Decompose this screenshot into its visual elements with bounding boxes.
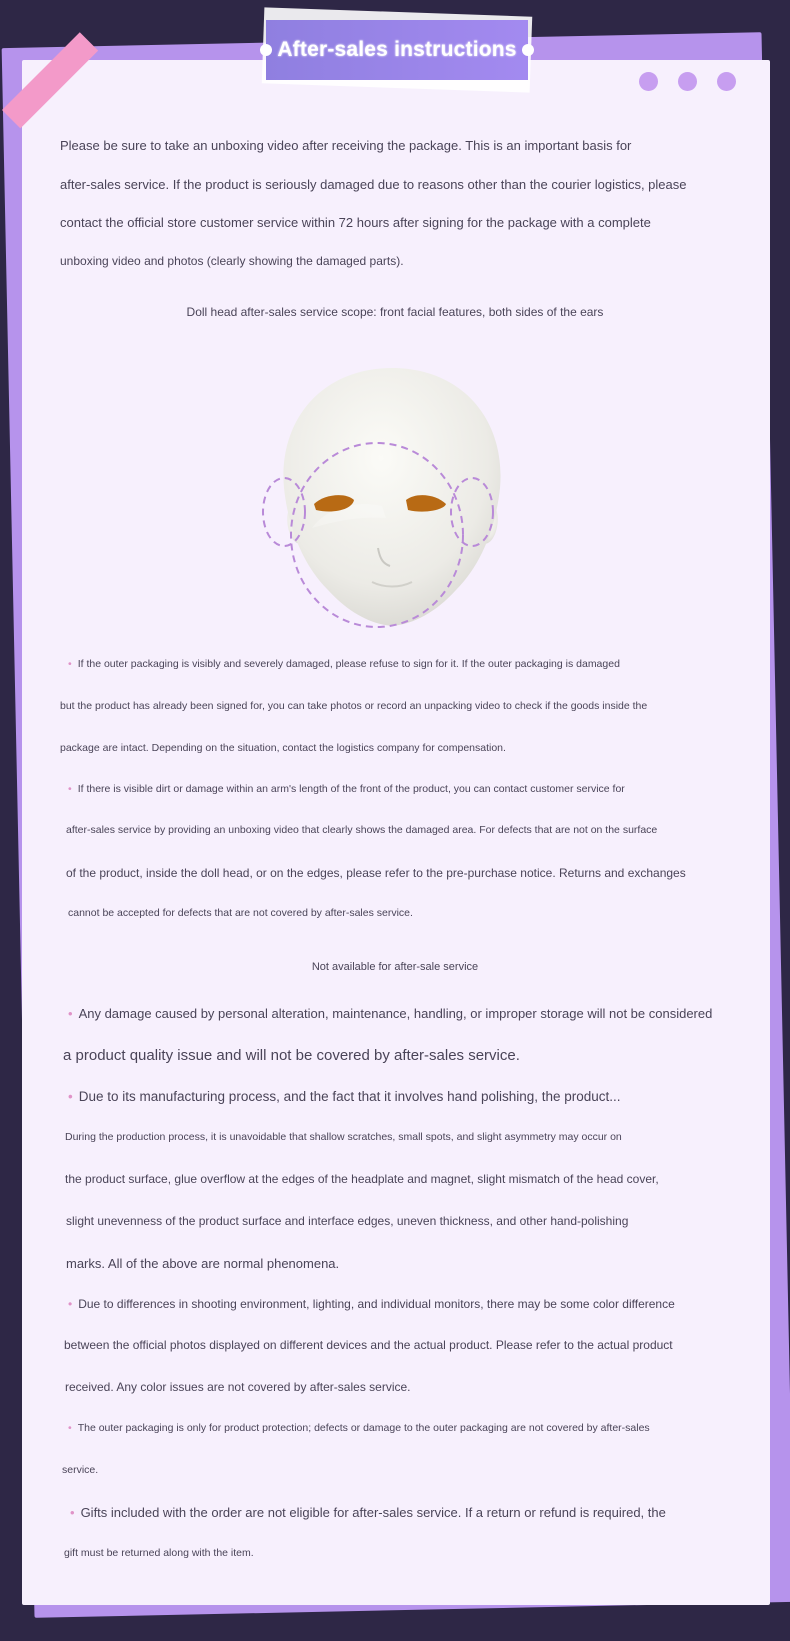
intro-line: after-sales service. If the product is seriously damaged due to reasons other than the courier logistics, please bbox=[60, 177, 687, 192]
not-covered-line: received. Any color issues are not covered by after-sales service. bbox=[65, 1380, 411, 1394]
not-covered-line: marks. All of the above are normal phenomena. bbox=[66, 1256, 340, 1271]
covered-line: but the product has already been signed for, you can take photos or record an unpacking video to check if the goods inside the bbox=[60, 700, 648, 712]
covered-line: cannot be accepted for defects that are not covered by after-sales service. bbox=[68, 907, 413, 919]
not-covered-line: During the production process, it is unavoidable that shallow scratches, small spots, and slight asymmetry may occur on bbox=[65, 1131, 622, 1143]
covered-line: • If there is visible dirt or damage within an arm's length of the front of the product, you can contact customer service for bbox=[68, 783, 738, 795]
not-covered-line: • Due to differences in shooting environment, lighting, and individual monitors, there may be some color difference bbox=[68, 1297, 738, 1311]
not-covered-line: the product surface, glue overflow at the edges of the headplate and magnet, slight mismatch of the head cover, bbox=[65, 1172, 659, 1186]
not-covered-line: • Any damage caused by personal alteration, maintenance, handling, or improper storage will not be considered bbox=[68, 1006, 738, 1021]
decorative-dots bbox=[639, 72, 736, 91]
banner-notch-right bbox=[522, 44, 534, 56]
covered-line: of the product, inside the doll head, or on the edges, please refer to the pre-purchase notice. Returns and exchanges bbox=[66, 866, 686, 880]
covered-line: package are intact. Depending on the situation, contact the logistics company for compensation. bbox=[60, 742, 506, 754]
not-covered-line: gift must be returned along with the item. bbox=[64, 1547, 254, 1559]
intro-line: contact the official store customer service within 72 hours after signing for the package with a complete bbox=[60, 215, 651, 230]
not-covered-line: • Gifts included with the order are not eligible for after-sales service. If a return or refund is required, the bbox=[70, 1505, 740, 1520]
page-title: After-sales instructions bbox=[277, 38, 517, 61]
not-covered-line: between the official photos displayed on different devices and the actual product. Please refer to the actual product bbox=[64, 1338, 673, 1352]
dot-icon bbox=[717, 72, 736, 91]
banner-notch-left bbox=[260, 44, 272, 56]
dot-icon bbox=[678, 72, 697, 91]
intro-line: Please be sure to take an unboxing video after receiving the package. This is an important basis for bbox=[60, 138, 632, 153]
not-covered-line: • The outer packaging is only for product protection; defects or damage to the outer packaging are not covered by after-sales bbox=[68, 1422, 738, 1434]
not-covered-line: slight unevenness of the product surface and interface edges, uneven thickness, and other hand-polishing bbox=[66, 1214, 629, 1228]
dot-icon bbox=[639, 72, 658, 91]
not-available-title: Not available for after-sale service bbox=[311, 961, 479, 973]
not-covered-line: a product quality issue and will not be covered by after-sales service. bbox=[63, 1047, 520, 1064]
covered-line: after-sales service by providing an unboxing video that clearly shows the damaged area. For defects that are not on the surface bbox=[66, 824, 658, 836]
intro-line: unboxing video and photos (clearly showing the damaged parts). bbox=[60, 254, 404, 268]
covered-line: • If the outer packaging is visibly and severely damaged, please refuse to sign for it. If the outer packaging is damaged bbox=[68, 658, 738, 670]
not-covered-line: service. bbox=[62, 1464, 99, 1476]
doll-head-illustration bbox=[262, 368, 522, 638]
scope-title: Doll head after-sales service scope: front facial features, both sides of the ears bbox=[186, 305, 604, 319]
not-covered-line: • Due to its manufacturing process, and the fact that it involves hand polishing, the product... bbox=[68, 1089, 738, 1104]
title-banner bbox=[266, 20, 528, 80]
